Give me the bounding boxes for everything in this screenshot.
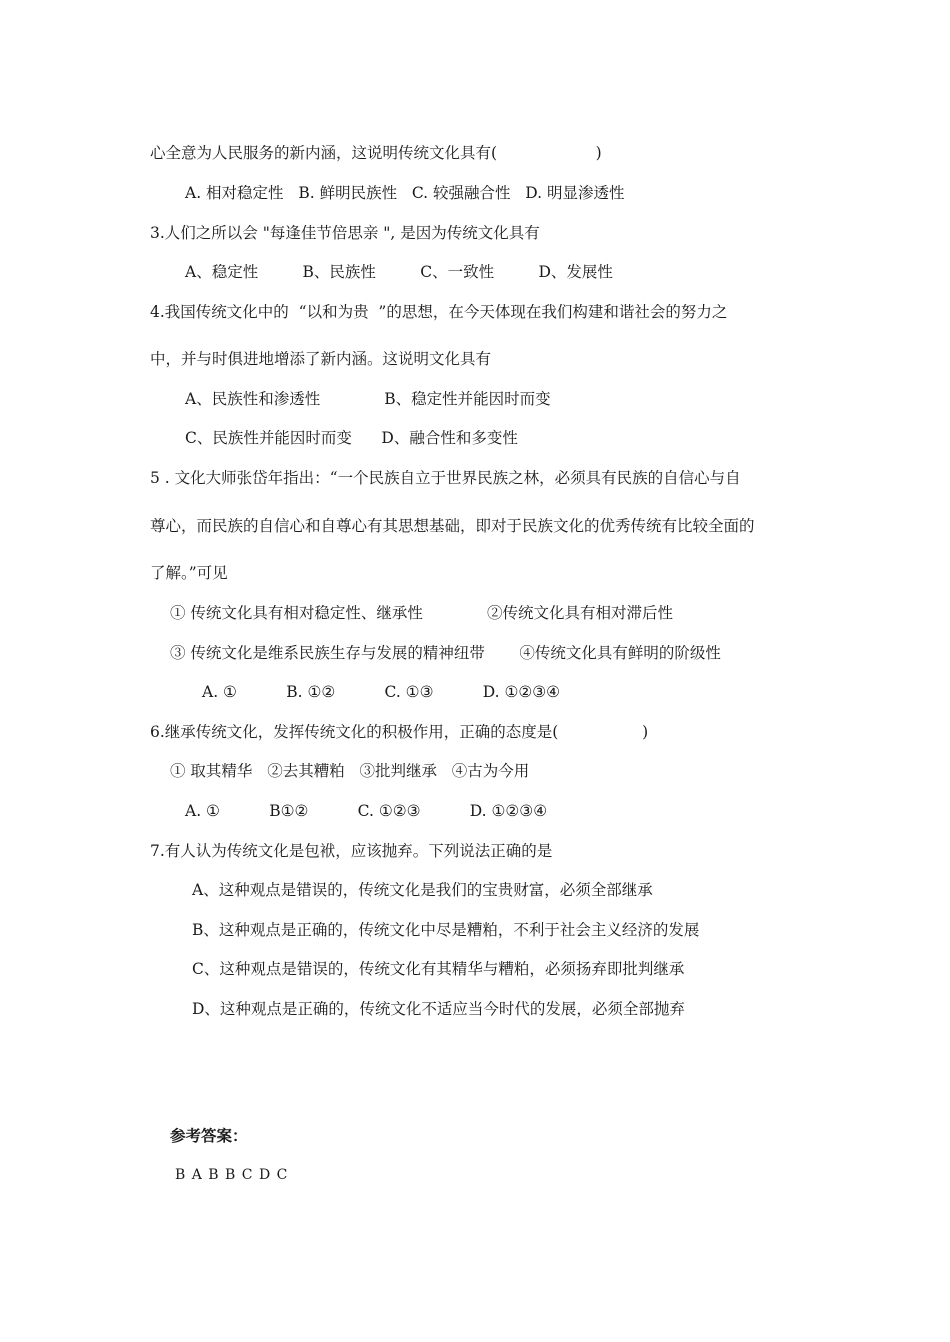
q5-statements-12: ① 传统文化具有相对稳定性、继承性 ②传统文化具有相对滞后性 <box>170 604 673 622</box>
q3-stem: 3.人们之所以会 "每逢佳节倍思亲 ", 是因为传统文化具有 <box>150 224 540 242</box>
q2-stem-continuation: 心全意为人民服务的新内涵，这说明传统文化具有( ) <box>150 144 602 162</box>
q4-options-cd: C、民族性并能因时而变 D、融合性和多变性 <box>185 429 518 447</box>
q5-stem-line3: 了解。”可见 <box>150 564 228 582</box>
q2-options: A. 相对稳定性 B. 鲜明民族性 C. 较强融合性 D. 明显渗透性 <box>185 184 625 202</box>
q6-stem: 6.继承传统文化，发挥传统文化的积极作用，正确的态度是( ) <box>150 723 649 741</box>
q4-options-ab: A、民族性和渗透性 B、稳定性并能因时而变 <box>185 390 551 408</box>
q6-options: A. ① B①② C. ①②③ D. ①②③④ <box>185 802 548 820</box>
q5-stem-line1: 5 . 文化大师张岱年指出：“一个民族自立于世界民族之林，必须具有民族的自信心与自 <box>150 469 741 487</box>
q6-statements: ① 取其精华 ②去其糟粕 ③批判继承 ④古为今用 <box>170 762 530 780</box>
q5-stem-line2: 尊心，而民族的自信心和自尊心有其思想基础，即对于民族文化的优秀传统有比较全面的 <box>150 517 755 535</box>
answer-heading: 参考答案： <box>170 1127 248 1145</box>
q3-options: A、稳定性 B、民族性 C、一致性 D、发展性 <box>185 263 613 281</box>
q7-option-a: A、这种观点是错误的，传统文化是我们的宝贵财富，必须全部继承 <box>192 881 653 899</box>
q5-statements-34: ③ 传统文化是维系民族生存与发展的精神纽带 ④传统文化具有鲜明的阶级性 <box>170 644 721 662</box>
q7-option-b: B、这种观点是正确的，传统文化中尽是糟粕，不利于社会主义经济的发展 <box>192 921 700 939</box>
q4-stem-line2: 中，并与时俱进地增添了新内涵。这说明文化具有 <box>150 350 492 368</box>
q4-stem-line1: 4.我国传统文化中的 “以和为贵 ”的思想，在今天体现在我们构建和谐社会的努力之 <box>150 303 728 321</box>
answer-key: B A B B C D C <box>175 1167 289 1183</box>
q5-options: A. ① B. ①② C. ①③ D. ①②③④ <box>202 683 561 701</box>
q7-option-c: C、这种观点是错误的，传统文化有其精华与糟粕，必须扬弃即批判继承 <box>192 960 685 978</box>
q7-option-d: D、这种观点是正确的，传统文化不适应当今时代的发展，必须全部抛弃 <box>192 1000 685 1018</box>
q7-stem: 7.有人认为传统文化是包袱，应该抛弃。下列说法正确的是 <box>150 842 553 860</box>
